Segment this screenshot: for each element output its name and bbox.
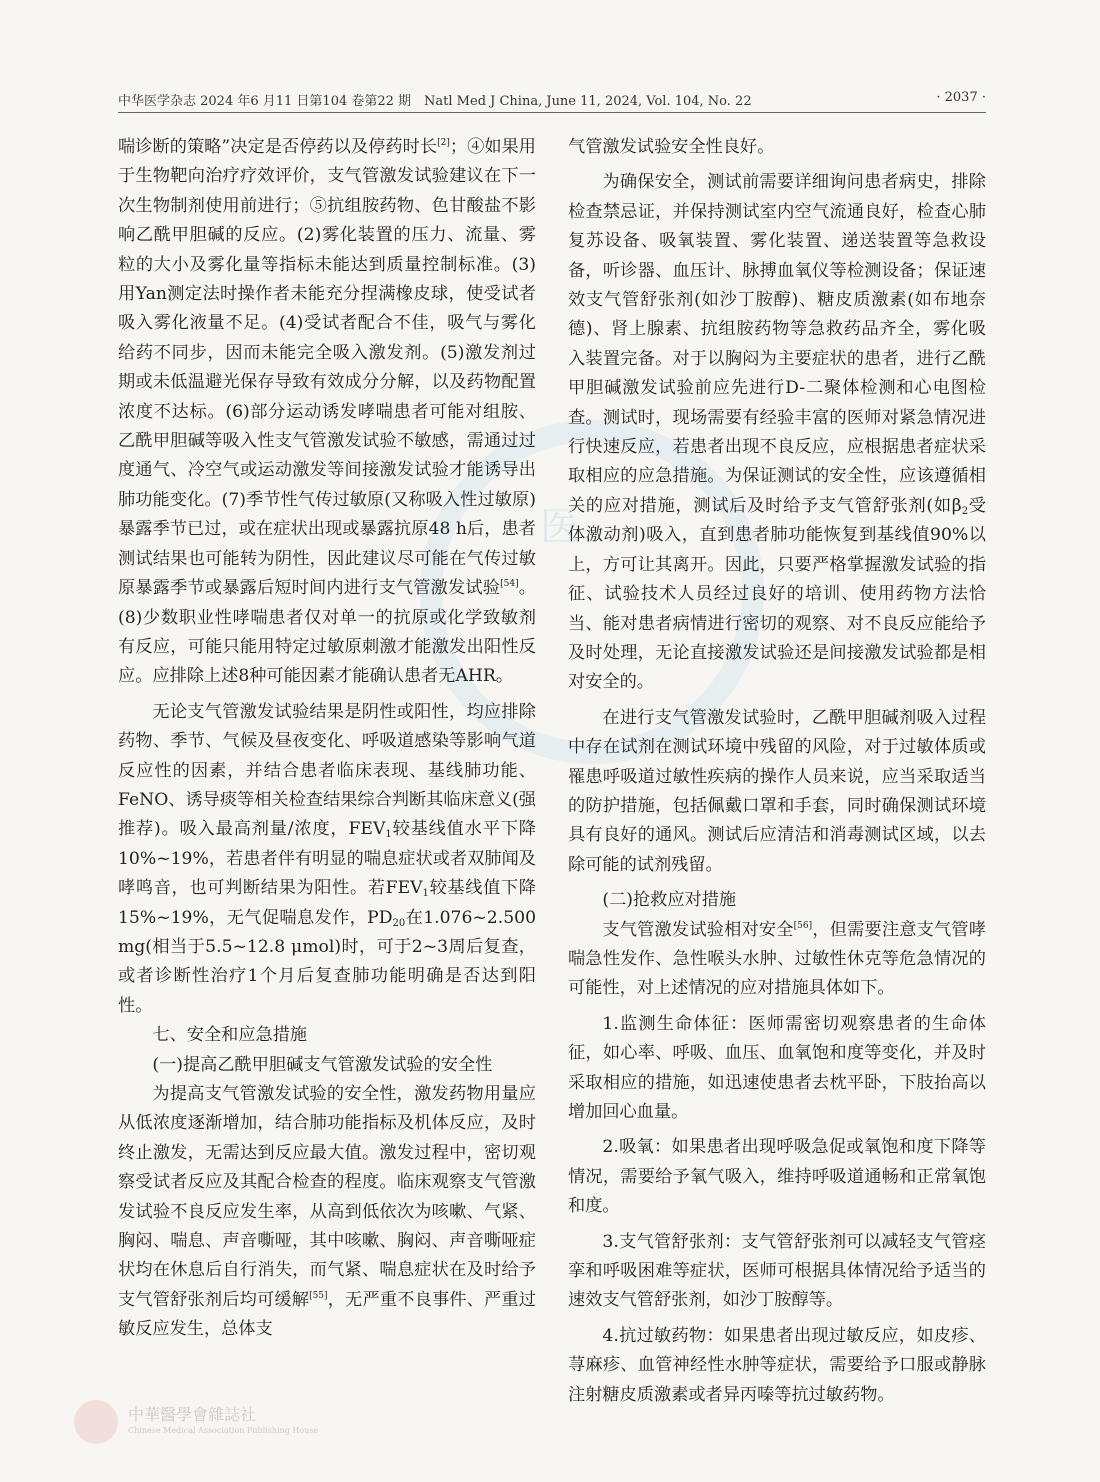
publisher-name-en: Chinese Medical Association Publishing House: [128, 1426, 319, 1435]
citation-ref[interactable]: [54]: [500, 579, 519, 590]
paragraph-interpretation: 无论支气管激发试验结果是阴性或阳性，均应排除药物、季节、气候及昼夜变化、呼吸道感染等影响气道反应性的因素，并结合患者临床表现、基线肺功能、FeNO、诱导痰等相关检查结果综合判断其临床意义(强推荐)。吸入最高剂量/浓度，$FEV_1$较基线值水平下降10%~19%，若患者伴有明显的喘息症状或者双肺闻及哮鸣音，也可判断结果为阳性。若$FEV_1$较基线值下降15%~19%，无气促喘息发作，$PD_{20}$在1.076~2.500 mg(相当于5.5~12.8 μmol)时，可于2~3周后复查，或者诊断性治疗1个月后复查肺功能明确是否达到阳性。: [118, 701, 536, 1016]
paragraph-safety: 为提高支气管激发试验的安全性，激发药物用量应从低浓度逐渐增加，结合肺功能指标及机体反应，及时终止激发，无需达到反应最大值。激发过程中，密切观察受试者反应及其配合检查的程度。临床观察支气管激发试验不良反应发生率，从高到低依次为咳嗽、气紧、胸闷、喘息、声音嘶哑，其中咳嗽、胸闷、声音嘶哑症状均在休息后自行消失，而气紧、喘息症状在及时给予支气管舒张剂后均可缓解[55]，无严重不良事件、严重过敏反应发生，总体支: [118, 1084, 536, 1340]
left-column: [118, 133, 536, 1345]
right-column: [568, 133, 986, 1410]
subsection-heading: (一)提高乙酰甲胆碱支气管激发试验的安全性: [152, 1054, 493, 1075]
running-header: [118, 88, 986, 113]
list-item: 3.支气管舒张剂：支气管舒张剂可以减轻支气管痉挛和呼吸困难等症状，医师可根据具体情况给予适当的速效支气管舒张剂，如沙丁胺醇等。: [568, 1231, 986, 1311]
page-number: · 2037 ·: [936, 90, 986, 105]
paragraph-rescue: 支气管激发试验相对安全[56]，但需要注意支气管哮喘急性发作、急性喉头水肿、过敏性休克等危急情况的可能性，对上述情况的应对措施具体如下。: [568, 919, 986, 999]
journal-citation: 中华医学杂志 2024 年6 月11 日第104 卷第22 期 Natl Med J China, June 11, 2024, Vol. 104, No. 22: [118, 94, 752, 109]
list-item: 2.吸氧：如果患者出现呼吸急促或氧饱和度下降等情况，需要给予氧气吸入，维持呼吸道通畅和正常氧饱和度。: [568, 1137, 986, 1217]
citation-ref[interactable]: [56]: [793, 920, 813, 931]
publisher-name: 中華醫學會雜誌社: [128, 1405, 257, 1424]
list-item: 1.监测生命体征：医师需密切观察患者的生命体征，如心率、呼吸、血压、血氧饱和度等变化，并及时采取相应的措施，如迅速使患者去枕平卧，下肢抬高以增加回心血量。: [568, 1013, 986, 1122]
paragraph-continued: 喘诊断的策略”决定是否停药以及停药时长[2]；④如果用于生物靶向治疗疗效评价，支气管激发试验建议在下一次生物制剂使用前进行；⑤抗组胺药物、色甘酸盐不影响乙酰甲胆碱的反应。(2)雾化装置的压力、流量、雾粒的大小及雾化量等指标未能达到质量控制标准。(3)用Yan测定法时操作者未能充分捏满橡皮球，使受试者吸入雾化液量不足。(4)受试者配合不佳，吸气与雾化给药不同步，因而未能完全吸入激发剂。(5)激发剂过期或未低温避光保存导致有效成分分解，以及药物配置浓度不达标。(6)部分运动诱发哮喘患者可能对组胺、乙酰甲胆碱等吸入性支气管激发试验不敏感，需通过过度通气、冷空气或运动激发等间接激发试验才能诱导出肺功能变化。(7)季节性气传过敏原(又称吸入性过敏原)暴露季节已过，或在症状出现或暴露抗原48 h后，患者测试结果也可能转为阴性，因此建议尽可能在气传过敏原暴露季节或暴露后短时间内进行支气管激发试验[54]。(8)少数职业性哮喘患者仅对单一的抗原或化学致敏剂有反应，可能只能用特定过敏原刺激才能激发出阳性反应。应排除上述8种可能因素才能确认患者无AHR。: [118, 137, 536, 687]
watermark-character: 医: [540, 504, 580, 550]
publisher-logo-icon: [74, 1400, 118, 1444]
paragraph-preparation: 为确保安全，测试前需要详细询问患者病史，排除检查禁忌证，并保持测试室内空气流通良好，检查心肺复苏设备、吸氧装置、雾化装置、递送装置等急救设备，听诊器、血压计、脉搏血氧仪等检测设备；保证速效支气管舒张剂(如沙丁胺醇)、糖皮质激素(如布地奈德)、肾上腺素、抗组胺药物等急救药品齐全，雾化吸入装置完备。对于以胸闷为主要症状的患者，进行乙酰甲胆碱激发试验前应先进行D-二聚体检测和心电图检查。测试时，现场需要有经验丰富的医师对紧急情况进行快速反应，若患者出现不良反应，应根据患者症状采取相应的应急措施。为保证测试的安全性，应该遵循相关的应对措施，测试后及时给予支气管舒张剂(如$\beta_2$受体激动剂)吸入，直到患者肺功能恢复到基线值90%以上，方可让其离开。因此，只要严格掌握激发试验的指征、试验技术人员经过良好的培训、使用药物方法恰当、能对患者病情进行密切的观察、对不良反应能给予及时处理，无论直接激发试验还是间接激发试验都是相对安全的。: [568, 172, 986, 693]
subsection-heading: (二)抢救应对措施: [602, 890, 737, 911]
section-heading: 七、安全和应急措施: [152, 1025, 308, 1046]
citation-ref[interactable]: [2]: [437, 138, 450, 148]
paragraph-protection: 在进行支气管激发试验时，乙酰甲胆碱剂吸入过程中存在试剂在测试环境中残留的风险，对于过敏体质或罹患呼吸道过敏性疾病的操作人员来说，应当采取适当的防护措施，包括佩戴口罩和手套，同时确保测试环境具有良好的通风。测试后应清洁和消毒测试区域，以去除可能的试剂残留。: [568, 707, 986, 875]
citation-ref[interactable]: [55]: [309, 1290, 328, 1301]
list-item: 4.抗过敏药物：如果患者出现过敏反应，如皮疹、荨麻疹、血管神经性水肿等症状，需要给予口服或静脉注射糖皮质激素或者异丙嗪等抗过敏药物。: [568, 1325, 986, 1405]
paragraph-continued: 气管激发试验安全性良好。: [568, 137, 775, 157]
